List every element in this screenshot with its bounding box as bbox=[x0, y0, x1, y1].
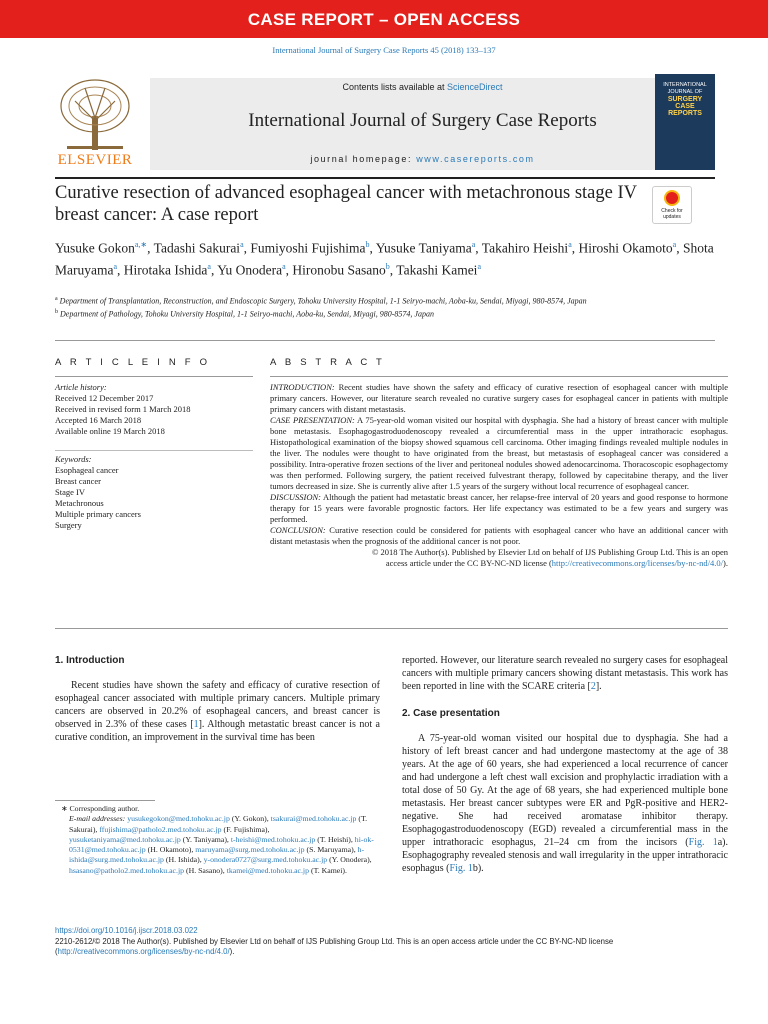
author-email-link[interactable]: hi-ok-0531@med.tohoku.ac.jp bbox=[69, 834, 374, 855]
case-text-c: b). bbox=[472, 863, 484, 874]
copyright-line2: access article under the CC BY-NC-ND license ( bbox=[385, 558, 552, 568]
intro-cont-b: ]. bbox=[595, 681, 602, 692]
author-affiliation-sup[interactable]: a bbox=[282, 261, 286, 271]
article-title: Curative resection of advanced esophageal cancer with metachronous stage IV breast cancer: A case report bbox=[55, 183, 637, 225]
author-email-owner: (S. Maruyama), bbox=[306, 845, 358, 855]
affiliation-a-text: Department of Transplantation, Reconstruction, and Endoscopic Surgery, Tohoku University Hospital, 1-1 Seiryo-machi, Aoba-ku, Sendai, Miyagi, 980-8574, Japan bbox=[59, 296, 587, 306]
author-email-owner: (T. Kamei). bbox=[310, 865, 347, 875]
author-affiliation-sup[interactable]: b bbox=[385, 261, 390, 271]
author-affiliation-sup[interactable]: a bbox=[672, 240, 677, 249]
copyright-line1: © 2018 The Author(s). Published by Elsevier Ltd on behalf of IJS Publishing Group Ltd. This is an open bbox=[371, 547, 728, 557]
homepage-link[interactable]: www.casereports.com bbox=[416, 154, 535, 164]
abstract-body bbox=[270, 382, 728, 569]
author-email-link[interactable]: tsakurai@med.tohoku.ac.jp bbox=[270, 814, 357, 824]
author-name: Takashi Kamei bbox=[396, 262, 478, 277]
cover-line1: INTERNATIONAL JOURNAL OF bbox=[663, 82, 707, 95]
author-affiliation-sup[interactable]: b bbox=[365, 240, 370, 249]
license-statement bbox=[55, 937, 728, 958]
affiliations bbox=[55, 294, 715, 319]
author-email-owner: (H. Sasano), bbox=[185, 865, 227, 875]
author-name: Tadashi Sakurai bbox=[153, 240, 241, 256]
abstract-introduction bbox=[270, 382, 728, 415]
keywords bbox=[55, 454, 253, 531]
author-name: Hironobu Sasano bbox=[292, 262, 386, 277]
intro-text-a: Recent studies have shown the safety and efficacy of curative resection of esophageal cancer associated with multiple primary cancers. Multiple primary cancers are observed in 20.2% of esophageal cancers, and breast cancer is observed in 2.3% of these cases [ bbox=[55, 680, 380, 730]
journal-citation-link[interactable]: International Journal of Surgery Case Reports 45 (2018) 133–137 bbox=[272, 45, 496, 55]
case-text-a: A 75-year-old woman visited our hospital due to dysphagia. She had a history of left breast cancer and had undergone mastectomy at the age of 38 years. At the age of 60 years, she had experienced a local recurrence of cancer and had undergone a left chest wall excision and prophylactic irradiation with a total dose of 50 Gy. At the age of 68 years, she had experienced multiple bone metastasis. Her breast cancer subtypes were ER and PgR-positive and HER2-negative. She had received aromatase inhibitor therapy. Esophagogastroduodenoscopy (EGD) revealed a circumferential mass in the upper intrathoracic esophagus, 21–24 cm from the incisors ( bbox=[402, 733, 728, 848]
case-text-b: a). Esophagography revealed stenosis and wall irregularity in the upper intrathoracic esophagus ( bbox=[402, 837, 728, 874]
author-email-owner: (F. Fujishima), bbox=[223, 824, 270, 834]
abstract-intro-text: Recent studies have shown the safety and efficacy of curative resection of esophageal cancer with multiple primary cancers. However, our literature search revealed no curative surgery cases for esophageal cancer in patients with multiple primary cancers with distant metastasis. bbox=[270, 382, 728, 414]
contents-prefix: Contents lists available at bbox=[342, 82, 448, 92]
homepage-line bbox=[150, 154, 695, 164]
history-item: Received 12 December 2017 bbox=[55, 393, 154, 403]
author-email-link[interactable]: h-ishida@surg.med.tohoku.ac.jp bbox=[69, 845, 365, 865]
check-updates-icon bbox=[664, 190, 680, 206]
abstract-discussion bbox=[270, 492, 728, 525]
left-column bbox=[55, 654, 380, 744]
author-name: Yusuke Taniyama bbox=[375, 240, 472, 256]
journal-cover-image[interactable] bbox=[655, 74, 715, 170]
author-name: Shota Maruyama bbox=[55, 240, 714, 277]
affiliation-b-text: Department of Pathology, Tohoku University Hospital, 1-1 Seiryo-machi, Aoba-ku, Sendai, Miyagi, 980-8574, Japan bbox=[60, 309, 434, 319]
author-email-owner: (Y. Onodera), bbox=[329, 855, 372, 865]
sciencedirect-link[interactable]: ScienceDirect bbox=[447, 82, 503, 92]
author-name: Fumiyoshi Fujishima bbox=[250, 240, 366, 256]
author-name: Hirotaka Ishida bbox=[123, 262, 208, 277]
footnote-rule bbox=[55, 800, 155, 801]
history-item: Accepted 16 March 2018 bbox=[55, 415, 142, 425]
author-email-owner: (Y. Gokon), bbox=[231, 814, 271, 824]
reference-link-1[interactable]: 1 bbox=[193, 719, 199, 730]
keywords-label: Keywords: bbox=[55, 454, 92, 464]
abstract-case bbox=[270, 415, 728, 492]
author-list: Yusuke Gokon$^{a,∗}$, Tadashi Sakurai$^a$, Fumiyoshi Fujishima$^b$, Yusuke Taniyama$^a$, Takahiro Heishi$^a$, Hiroshi Okamoto$^a$, Shota Maruyama$^a$, Hirotaka Ishida$^a$, Yu Onodera$^a$, Hironobu Sasano$^b$, Takashi Kamei$^a$ bbox=[55, 240, 714, 277]
affiliation-a-sup: a bbox=[55, 296, 58, 302]
case-presentation-heading: 2. Case presentation bbox=[402, 708, 500, 719]
section-rule bbox=[55, 340, 715, 341]
history-item: Available online 19 March 2018 bbox=[55, 426, 165, 436]
cover-text bbox=[659, 82, 711, 117]
footnotes bbox=[55, 804, 380, 876]
article-history bbox=[55, 382, 253, 437]
email-addresses bbox=[55, 814, 380, 876]
figure-1a-link[interactable]: Fig. 1 bbox=[688, 837, 718, 848]
abstract-case-label: CASE PRESENTATION: bbox=[270, 415, 355, 425]
author-affiliation-sup[interactable]: a bbox=[471, 240, 476, 249]
abstract-conclusion bbox=[270, 525, 728, 547]
author-name: Yusuke Gokon bbox=[55, 240, 135, 256]
abstract-case-text: A 75-year-old woman visited our hospital with dysphagia. She had a history of breast cancer with multiple bone metastasis. Esophagogastroduodenoscopy revealed a circumferential mass in the upper intrathoracic esophagus. Histopathological examination of the biopsy showed squamous cell carcinoma. Other imaging findings revealed multiple nodules in the liver. The nodules were thought to have originated from the breast, but metastasis of esophageal cancer was considered a possibility. Intra-operative frozen sections of the liver and peritoneal nodules showed adenocarcinoma. Thoracoscopic esophagectomy was then performed. Following surgery, the patient received fulvestrant therapy, followed by capecitabine therapy, and the liver tumors decreased in size. She is currently alive after 1.5 years of the surgery without local recurrence of esophageal cancer. bbox=[270, 415, 728, 491]
license-text-b: ). bbox=[229, 947, 235, 956]
author-email-link[interactable]: hsasano@patholo2.med.tohoku.ac.jp bbox=[69, 865, 185, 875]
check-updates-label: Check for updates bbox=[661, 208, 683, 220]
cover-line2: SURGERY bbox=[667, 96, 703, 103]
license-text-a: 2210-2612/© 2018 The Author(s). Published by Elsevier Ltd on behalf of IJS Publishing Group Ltd. This is an open access article under the CC BY-NC-ND license ( bbox=[55, 936, 614, 956]
abstract-discussion-label: DISCUSSION: bbox=[270, 492, 321, 502]
keyword: Surgery bbox=[55, 520, 82, 530]
author-affiliation-sup[interactable]: a bbox=[568, 240, 572, 249]
body-rule bbox=[55, 628, 728, 629]
article-info-heading: A R T I C L E I N F O bbox=[55, 357, 211, 368]
author-affiliation-sup[interactable]: a bbox=[207, 261, 211, 271]
author-email-link[interactable]: maruyama@surg.med.tohoku.ac.jp bbox=[195, 845, 305, 855]
contents-line bbox=[150, 82, 695, 92]
author-email-link[interactable]: yusuketaniyama@med.tohoku.ac.jp bbox=[69, 834, 181, 844]
history-item: Received in revised form 1 March 2018 bbox=[55, 404, 191, 414]
affiliation-a bbox=[55, 294, 715, 307]
license-link[interactable]: http://creativecommons.org/licenses/by-nc-nd/4.0/ bbox=[551, 558, 724, 568]
cover-line3: CASE REPORTS bbox=[668, 103, 702, 117]
abstract-heading: A B S T R A C T bbox=[270, 357, 386, 368]
check-for-updates-button[interactable] bbox=[652, 186, 692, 224]
author-affiliation-sup[interactable]: a bbox=[477, 261, 481, 271]
author-email-link[interactable]: tkamei@med.tohoku.ac.jp bbox=[226, 865, 310, 875]
author-email-link[interactable]: ffujishima@patholo2.med.tohoku.ac.jp bbox=[99, 824, 222, 834]
author-name: Takahiro Heishi bbox=[481, 240, 569, 256]
journal-title: International Journal of Surgery Case Reports bbox=[248, 110, 597, 131]
keywords-rule bbox=[55, 450, 253, 451]
reference-link-2[interactable]: 2 bbox=[590, 681, 596, 692]
masthead-rule bbox=[55, 177, 715, 179]
intro-text-b: ]. Although metastatic breast cancer is not a curative condition, an improvement in the survival time has been bbox=[55, 719, 380, 743]
elsevier-wordmark: ELSEVIER bbox=[57, 152, 133, 168]
abstract-rule bbox=[270, 376, 728, 377]
keyword: Breast cancer bbox=[55, 476, 102, 486]
right-column bbox=[402, 654, 728, 875]
introduction-paragraph bbox=[55, 679, 380, 744]
abstract-conclusion-label: CONCLUSION: bbox=[270, 525, 326, 535]
author-email-owner: (T. Heishi), bbox=[317, 834, 355, 844]
introduction-continued bbox=[402, 654, 728, 693]
journal-title-box bbox=[150, 78, 695, 170]
author-affiliation-sup[interactable]: a bbox=[113, 261, 118, 271]
corresponding-author-note: ∗ Corresponding author. bbox=[61, 804, 140, 813]
email-label: E-mail addresses: bbox=[69, 814, 128, 824]
author-email-link[interactable]: y-onodera0727@surg.med.tohoku.ac.jp bbox=[203, 855, 328, 865]
affiliation-b bbox=[55, 307, 715, 320]
abstract-copyright bbox=[270, 547, 728, 569]
affiliation-b-sup: b bbox=[55, 308, 58, 315]
homepage-prefix: journal homepage: bbox=[310, 154, 417, 164]
history-label: Article history: bbox=[55, 382, 107, 392]
copyright-line3: ). bbox=[723, 558, 728, 568]
keyword: Esophageal cancer bbox=[55, 465, 119, 475]
introduction-heading: 1. Introduction bbox=[55, 655, 125, 666]
abstract-conclusion-text: Curative resection could be considered for patients with esophageal cancer who have an additional cancer with distant metastasis when the prognosis of the additional cancer is not poor. bbox=[270, 525, 728, 546]
intro-cont-a: reported. However, our literature search revealed no surgery cases for esophageal cancers with multiple primary cancers showing distant metastasis. This work has been reported in line with the SCARE criteria [ bbox=[402, 655, 728, 692]
case-presentation-paragraph bbox=[402, 732, 728, 875]
author-name: Yu Onodera bbox=[217, 262, 283, 277]
author-email-owner: (Y. Taniyama), bbox=[182, 834, 231, 844]
article-info-rule bbox=[55, 376, 253, 377]
author-email-owner: (H. Ishida), bbox=[165, 855, 204, 865]
abstract-discussion-text: Although the patient had metastatic breast cancer, her relapse-free interval of 20 years and good response to hormone therapy for 15 years were favorable prognostic factors. Her life expectancy was estimated to be a few years and surgery was performed. bbox=[270, 492, 728, 524]
doi-link[interactable]: https://doi.org/10.1016/j.ijscr.2018.03.022 bbox=[55, 926, 198, 935]
figure-1b-link[interactable]: Fig. 1 bbox=[449, 863, 473, 874]
author-affiliation-sup[interactable]: a bbox=[240, 240, 244, 249]
keyword: Metachronous bbox=[55, 498, 104, 508]
journal-masthead bbox=[55, 74, 715, 174]
author-email-link[interactable]: t-heishi@med.tohoku.ac.jp bbox=[230, 834, 316, 844]
keyword: Stage IV bbox=[55, 487, 85, 497]
author-email-link[interactable]: yusukegokon@med.tohoku.ac.jp bbox=[127, 814, 230, 824]
author-name: Hiroshi Okamoto bbox=[578, 240, 673, 256]
abstract-intro-label: INTRODUCTION: bbox=[270, 382, 335, 392]
footer-license-link[interactable]: http://creativecommons.org/licenses/by-nc-nd/4.0/ bbox=[57, 947, 230, 956]
author-email-owner: (T. Sakurai), bbox=[69, 814, 368, 834]
author-affiliation-sup[interactable]: a,∗ bbox=[134, 240, 148, 249]
open-access-banner: CASE REPORT – OPEN ACCESS bbox=[0, 0, 768, 38]
keyword: Multiple primary cancers bbox=[55, 509, 141, 519]
page-footer bbox=[55, 926, 728, 958]
author-email-owner: (H. Okamoto), bbox=[147, 845, 196, 855]
